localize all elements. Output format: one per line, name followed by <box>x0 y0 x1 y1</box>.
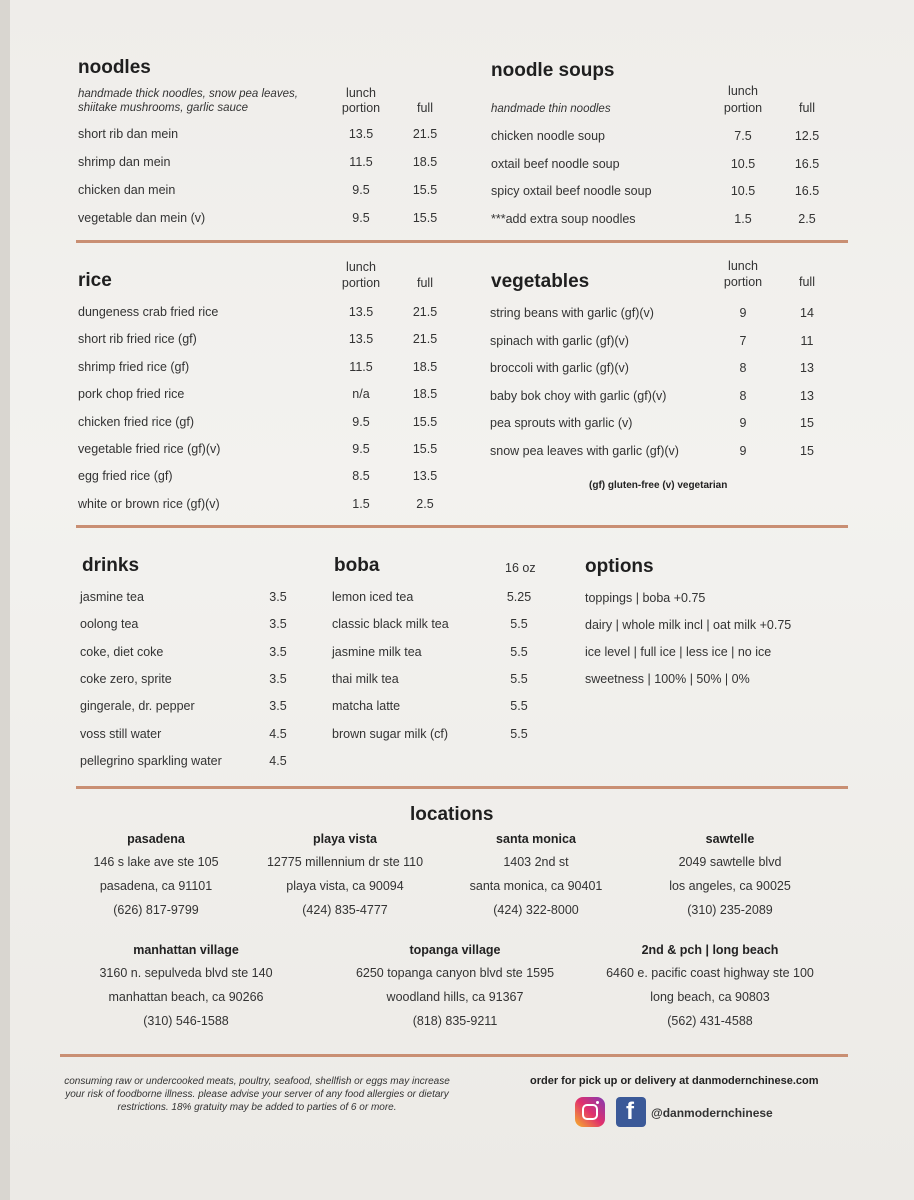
location-city: long beach, ca 90803 <box>650 990 770 1004</box>
location-phone: (424) 835-4777 <box>302 903 388 917</box>
full-price: 13 <box>800 361 814 375</box>
diet-legend: (gf) gluten-free (v) vegetarian <box>589 480 728 491</box>
drink-price: 5.25 <box>506 590 532 604</box>
drink-name: pellegrino sparkling water <box>80 753 222 768</box>
lunch-price: 9.5 <box>352 442 370 456</box>
full-price: 12.5 <box>794 129 820 143</box>
full-price: 18.5 <box>412 387 438 402</box>
menu-item-name: short rib dan mein <box>78 127 179 141</box>
drink-price: 5.5 <box>510 726 528 741</box>
locations-title: locations <box>410 804 494 825</box>
drink-name: oolong tea <box>80 617 139 632</box>
options-title: options <box>585 556 654 577</box>
drink-price: 5.5 <box>510 671 528 686</box>
drink-name: voss still water <box>80 726 162 741</box>
full-price: 2.5 <box>416 496 434 511</box>
drink-price: 5.5 <box>510 617 528 632</box>
rice-title: rice <box>78 270 112 291</box>
lunch-header: lunch <box>346 86 376 100</box>
drinks-title: drinks <box>82 555 140 576</box>
food-safety-disclaimer: consuming raw or undercooked meats, poultry, seafood, shellfish or eggs may increase your risk of foodborne illness. please advise your server of any food allergies or dietary restrictions. 18% gratuity may be added to parties of 6 or more. <box>64 1076 450 1113</box>
full-price: 15.5 <box>412 183 438 197</box>
full-price: 16.5 <box>794 184 820 198</box>
full-header: full <box>417 276 433 290</box>
menu-item-name: pork chop fried rice <box>78 387 185 402</box>
lunch-price: 9 <box>739 443 747 458</box>
location-name: manhattan village <box>133 943 239 957</box>
menu-item-name: chicken dan mein <box>78 183 176 197</box>
full-price: 21.5 <box>412 127 438 141</box>
menu-item-name: ***add extra soup noodles <box>491 211 636 226</box>
full-price: 21.5 <box>412 332 438 347</box>
menu-item-name: chicken noodle soup <box>491 129 605 143</box>
location-city: playa vista, ca 90094 <box>286 879 404 893</box>
lunch-header: portion <box>723 101 763 115</box>
full-header: full <box>799 275 815 289</box>
divider <box>76 786 848 789</box>
drink-name: classic black milk tea <box>332 617 449 632</box>
location-address: 1403 2nd st <box>503 855 569 869</box>
divider <box>76 525 848 528</box>
menu-item-name: oxtail beef noodle soup <box>491 156 620 171</box>
menu-item-name: string beans with garlic (gf)(v) <box>490 306 654 320</box>
vegetables-title: vegetables <box>491 271 590 292</box>
location-phone: (626) 817-9799 <box>113 903 199 917</box>
drink-price: 4.5 <box>269 726 287 741</box>
drink-name: matcha latte <box>332 699 401 714</box>
location-name: playa vista <box>313 832 377 846</box>
menu-item-name: spinach with garlic (gf)(v) <box>490 333 629 348</box>
drink-price: 5.5 <box>510 699 528 714</box>
full-price: 15.5 <box>412 442 438 456</box>
option-line: dairy | whole milk incl | oat milk +0.75 <box>585 618 792 632</box>
location-city: santa monica, ca 90401 <box>469 879 603 893</box>
drink-price: 3.5 <box>269 699 287 714</box>
menu-item-name: white or brown rice (gf)(v) <box>78 496 220 511</box>
location-phone: (310) 546-1588 <box>143 1014 229 1028</box>
lunch-price: 7.5 <box>734 129 752 143</box>
location-address: 12775 millennium dr ste 110 <box>266 855 424 869</box>
menu-item-name: broccoli with garlic (gf)(v) <box>490 361 629 375</box>
full-price: 16.5 <box>794 156 820 171</box>
location-city: woodland hills, ca 91367 <box>386 990 524 1004</box>
drink-price: 3.5 <box>269 671 287 686</box>
lunch-header: lunch <box>728 84 758 98</box>
drink-name: coke zero, sprite <box>80 671 172 686</box>
location-name: sawtelle <box>705 832 755 846</box>
lunch-price: 10.5 <box>730 184 756 198</box>
drink-price: 5.5 <box>510 644 528 659</box>
full-price: 18.5 <box>412 155 438 169</box>
soups-title: noodle soups <box>491 60 615 81</box>
lunch-header: lunch <box>346 260 376 274</box>
full-header: full <box>417 101 433 115</box>
full-price: 13 <box>800 388 814 403</box>
lunch-price: n/a <box>352 387 370 402</box>
lunch-price: 13.5 <box>348 127 374 141</box>
drink-price: 3.5 <box>269 644 287 659</box>
boba-size: 16 oz <box>505 561 536 575</box>
lunch-price: 7 <box>739 333 747 348</box>
location-name: pasadena <box>127 832 185 846</box>
full-price: 2.5 <box>798 211 816 226</box>
social-handle: @danmodernchinese <box>651 1106 773 1120</box>
location-city: manhattan beach, ca 90266 <box>108 990 264 1004</box>
menu-item-name: spicy oxtail beef noodle soup <box>491 184 652 198</box>
menu-item-name: baby bok choy with garlic (gf)(v) <box>490 388 667 403</box>
lunch-price: 11.5 <box>349 359 373 374</box>
full-price: 11 <box>800 333 814 348</box>
lunch-price: 9.5 <box>352 183 370 197</box>
lunch-header: portion <box>723 275 763 289</box>
full-price: 18.5 <box>412 359 438 374</box>
location-phone: (424) 322-8000 <box>493 903 579 917</box>
menu-item-name: shrimp fried rice (gf) <box>78 359 190 374</box>
location-phone: (562) 431-4588 <box>667 1014 753 1028</box>
location-name: santa monica <box>496 832 576 846</box>
drink-price: 3.5 <box>269 590 287 604</box>
drink-name: gingerale, dr. pepper <box>80 699 195 714</box>
drink-name: lemon iced tea <box>332 590 414 604</box>
menu-item-name: snow pea leaves with garlic (gf)(v) <box>490 443 679 458</box>
full-price: 14 <box>800 306 814 320</box>
drink-name: thai milk tea <box>332 671 399 686</box>
option-line: ice level | full ice | less ice | no ice <box>585 645 772 659</box>
menu-sheet <box>10 0 914 1200</box>
drink-name: jasmine tea <box>80 590 144 604</box>
drink-name: brown sugar milk (cf) <box>332 726 448 741</box>
location-address: 6250 topanga canyon blvd ste 1595 <box>355 966 555 980</box>
instagram-icon[interactable] <box>575 1097 605 1127</box>
divider <box>60 1054 848 1057</box>
menu-item-name: vegetable dan mein (v) <box>78 211 206 225</box>
location-name: 2nd & pch | long beach <box>641 943 779 957</box>
location-address: 2049 sawtelle blvd <box>678 855 782 869</box>
location-city: pasadena, ca 91101 <box>99 879 213 893</box>
option-line: toppings | boba +0.75 <box>585 591 706 605</box>
menu-item-name: chicken fried rice (gf) <box>78 414 195 429</box>
lunch-price: 1.5 <box>352 496 370 511</box>
divider <box>76 240 848 243</box>
full-price: 15.5 <box>412 414 438 429</box>
boba-title: boba <box>334 555 380 576</box>
noodles-desc: handmade thick noodles, snow pea leaves, <box>78 88 298 100</box>
lunch-price: 13.5 <box>348 332 374 347</box>
lunch-price: 10.5 <box>730 156 756 171</box>
lunch-price: 8 <box>739 361 747 375</box>
location-phone: (310) 235-2089 <box>687 903 773 917</box>
location-name: topanga village <box>409 943 501 957</box>
facebook-glyph: f <box>626 1098 634 1125</box>
drink-name: coke, diet coke <box>80 644 164 659</box>
full-price: 21.5 <box>412 305 438 319</box>
facebook-icon[interactable] <box>616 1097 646 1127</box>
full-price: 15.5 <box>412 211 438 225</box>
lunch-price: 9 <box>739 306 747 320</box>
lunch-price: 9.5 <box>352 414 370 429</box>
order-info: order for pick up or delivery at danmodernchinese.com <box>530 1075 819 1087</box>
lunch-price: 8 <box>739 388 747 403</box>
full-price: 15 <box>800 443 814 458</box>
menu-item-name: egg fried rice (gf) <box>78 469 173 484</box>
option-line: sweetness | 100% | 50% | 0% <box>585 672 750 686</box>
full-price: 13.5 <box>412 469 438 484</box>
menu-item-name: shrimp dan mein <box>78 155 171 169</box>
location-city: los angeles, ca 90025 <box>669 879 791 893</box>
lunch-price: 13.5 <box>348 305 374 319</box>
menu-item-name: vegetable fried rice (gf)(v) <box>78 442 221 456</box>
menu-item-name: pea sprouts with garlic (v) <box>490 416 633 430</box>
lunch-header: portion <box>341 276 381 290</box>
noodles-title: noodles <box>78 57 151 78</box>
lunch-header: lunch <box>728 259 758 273</box>
lunch-price: 1.5 <box>734 211 752 226</box>
location-address: 146 s lake ave ste 105 <box>93 855 219 869</box>
location-address: 6460 e. pacific coast highway ste 100 <box>606 966 814 980</box>
location-phone: (818) 835-9211 <box>412 1014 498 1028</box>
lunch-price: 9 <box>739 416 747 430</box>
lunch-price: 8.5 <box>352 469 370 484</box>
drink-name: jasmine milk tea <box>332 644 422 659</box>
lunch-price: 9.5 <box>352 211 370 225</box>
menu-item-name: short rib fried rice (gf) <box>78 332 197 347</box>
full-header: full <box>799 101 815 115</box>
lunch-price: 11.5 <box>349 155 373 169</box>
lunch-header: portion <box>341 101 381 115</box>
drink-price: 3.5 <box>269 617 287 632</box>
noodles-desc: shiitake mushrooms, garlic sauce <box>78 102 249 114</box>
location-address: 3160 n. sepulveda blvd ste 140 <box>99 966 273 980</box>
full-price: 15 <box>800 416 814 430</box>
soups-desc: handmade thin noodles <box>491 103 611 115</box>
drink-price: 4.5 <box>269 753 287 768</box>
menu-item-name: dungeness crab fried rice <box>78 305 219 319</box>
